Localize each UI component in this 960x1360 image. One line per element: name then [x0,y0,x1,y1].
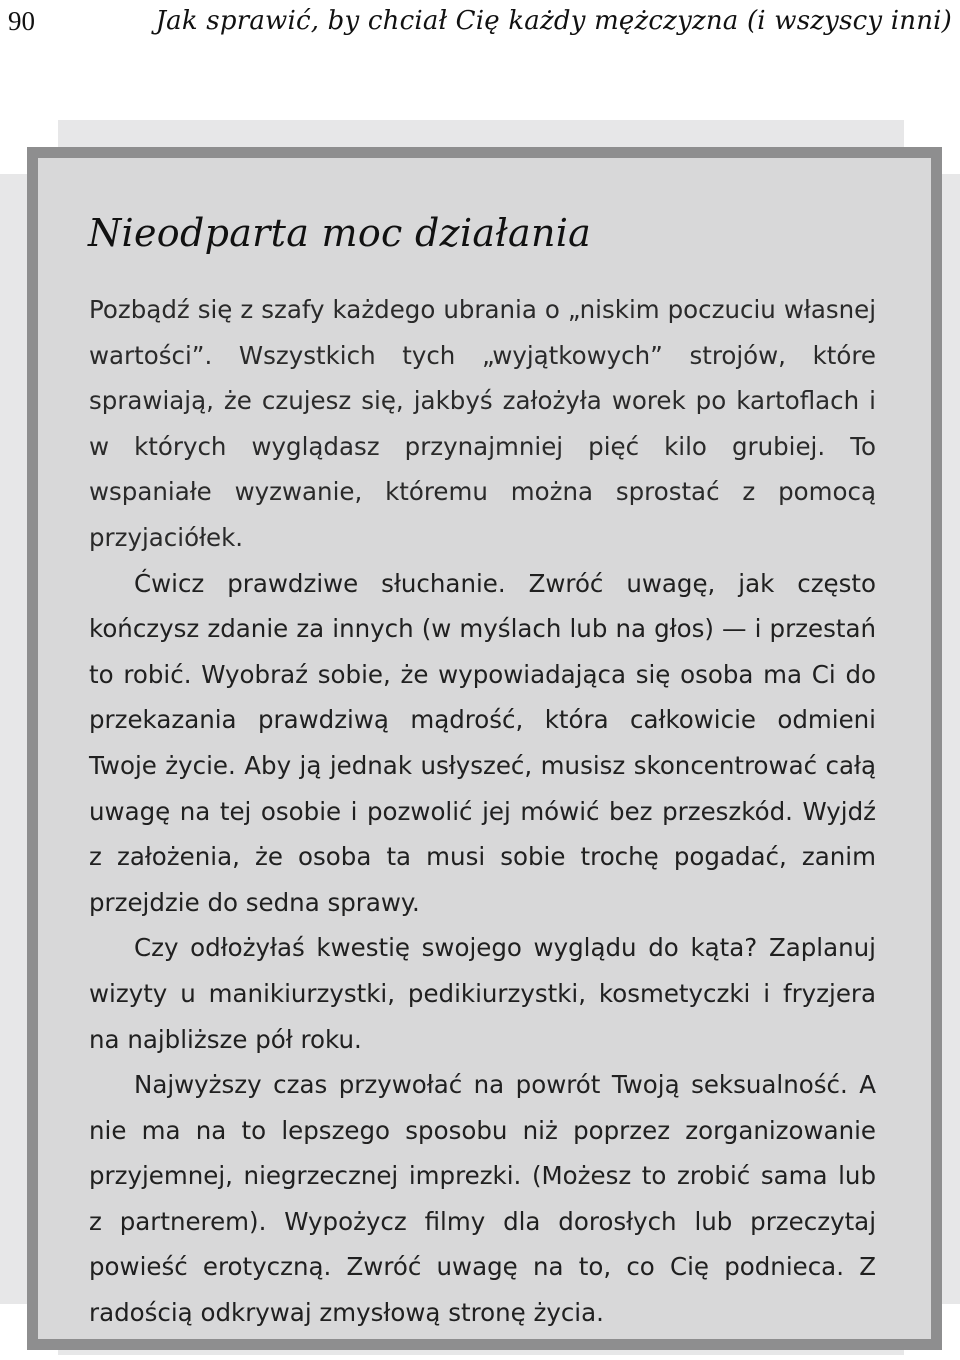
box-title: Nieodparta moc działania [88,211,592,255]
paragraph-2: Ćwicz prawdziwe słuchanie. Zwróć uwagę, jak często kończysz zdanie za innych (w myślach lub na głos) — i przestań to robić. Wyobraź sobie, że wypowiadająca się osoba ma Ci do przekazania prawdziwą mądrość, która całkowicie odmieni Twoje życie. Aby ją jednak usłyszeć, musisz skoncentrować całą uwagę na tej osobie i pozwolić jej mówić bez przeszkód. Wyjdź z założenia, że osoba ta musi sobie trochę pogadać, zanim przejdzie do sedna sprawy. [89,568,876,917]
running-title: Jak sprawić, by chciał Cię każdy mężczyzna (i wszyscy inni) [155,6,952,36]
paragraph-3: Czy odłożyłaś kwestię swojego wyglądu do kąta? Zaplanuj wizyty u manikiurzystki, pedikiurzystki, kosmetyczki i fryzjera na najbliższe pół roku. [89,933,876,1054]
page-header [0,0,960,50]
paragraph-4: Najwyższy czas przywołać na powrót Twoją seksualność. A nie ma na to lepszego sposobu niż poprzez zorganizowanie przyjemnej, niegrzecznej imprezki. (Możesz to zrobić sama lub z partnerem). Wypożycz filmy dla dorosłych lub przeczytaj powieść erotyczną. Zwróć uwagę na to, co Cię podnieca. Z radością odkrywaj zmysłową stronę życia. [89,1070,876,1328]
box-body [89,287,876,1336]
page-number: 90 [8,6,35,36]
paragraph-1: Pozbądź się z szafy każdego ubrania o „niskim poczuciu własnej wartości”. Wszystkich tych „wyjątkowych” strojów, które sprawiają, że czujesz się, jakbyś założyła worek po kartoflach i w których wyglądasz przynajmniej pięć kilo grubiej. To wspaniałe wyzwanie, któremu można sprostać z pomocą przyjaciółek. [89,295,876,552]
